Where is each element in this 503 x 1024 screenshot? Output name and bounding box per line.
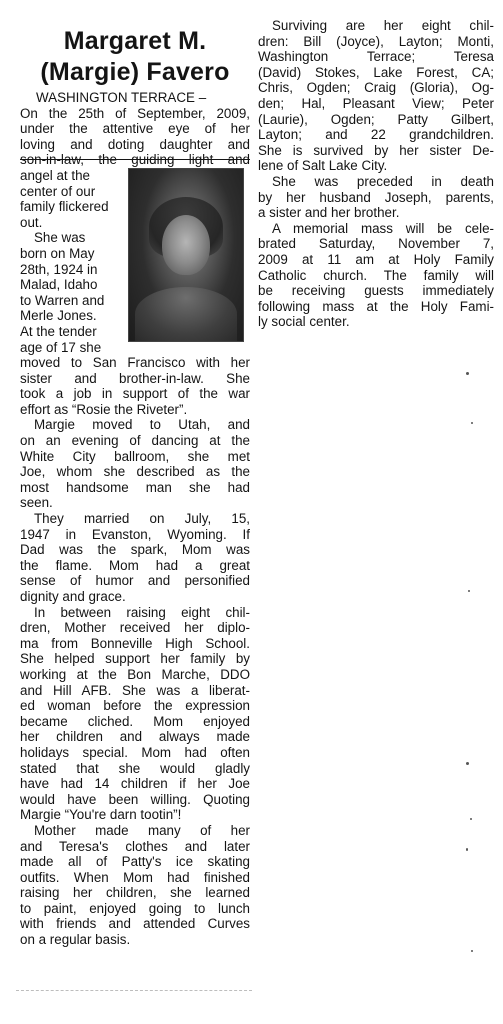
text-line: brated Saturday, November 7, — [258, 236, 494, 252]
text-line: the flame. Mom had a great — [20, 557, 250, 573]
text-line: effort as “Rosie the Riveter”. — [20, 401, 188, 417]
headline-line-1: Margaret M. — [63, 27, 207, 55]
text-line: outfits. When Mom had finished — [20, 869, 250, 885]
text-line: and Hill AFB. She was a liberat- — [20, 682, 250, 698]
text-line: ma from Bonneville High School. — [20, 635, 250, 651]
text-line: made all of Patty's ice skating — [20, 854, 250, 870]
right-column — [258, 18, 494, 330]
print-speck — [466, 372, 469, 375]
text-line: 28th, 1924 in — [20, 261, 98, 277]
text-line: following mass at the Holy Fami- — [258, 298, 494, 314]
text-line: ed woman before the expression — [20, 698, 250, 714]
text-line: her children and always made — [20, 729, 250, 745]
text-line: On the 25th of September, 2009, — [20, 105, 250, 121]
text-line: sense of humor and personified — [20, 573, 250, 589]
text-line: dren: Bill (Joyce), Layton; Monti, — [258, 33, 494, 49]
text-line: Merle Jones. — [20, 308, 97, 324]
text-line: She is survived by her sister De- — [258, 142, 494, 158]
text-line: age of 17 she — [20, 339, 102, 355]
text-line: would have been willing. Quoting — [20, 791, 250, 807]
text-line: Mother made many of her — [34, 822, 250, 838]
text-line: son-in-law, the guiding light and — [20, 152, 250, 168]
intro-paragraph — [20, 106, 250, 168]
text-line: At the tender — [20, 323, 97, 339]
clipping-edge — [16, 990, 252, 992]
text-line: by her husband Joseph, parents, — [258, 189, 494, 205]
text-line: Layton; and 22 grandchildren. — [258, 127, 494, 143]
text-line: She was — [34, 230, 86, 246]
print-speck — [468, 590, 470, 592]
text-line: Chris, Ogden; Craig (Gloria), Og- — [258, 80, 494, 96]
text-line: angel at the — [20, 167, 90, 183]
text-line: White City ballroom, she met — [20, 448, 250, 464]
portrait-photo — [128, 168, 244, 342]
text-line: on an evening of dancing at the — [20, 433, 250, 449]
text-line: dren, Mother received her diplo- — [20, 620, 250, 636]
left-column — [20, 26, 250, 948]
text-line: on a regular basis. — [20, 932, 131, 948]
text-line: to paint, enjoyed going to lunch — [20, 900, 250, 916]
text-line: took a job in support of the war — [20, 386, 250, 402]
text-line: 1947 in Evanston, Wyoming. If — [20, 526, 250, 542]
text-line: to Warren and — [20, 292, 105, 308]
text-line: Surviving are her eight chil- — [272, 18, 494, 33]
text-line: with friends and attended Curves — [20, 916, 250, 932]
text-line: She was preceded in death — [272, 173, 494, 189]
photo-face — [162, 215, 210, 275]
text-line: seen. — [20, 495, 53, 511]
photo-shoulders — [135, 287, 237, 341]
text-line: den; Hal, Pleasant View; Peter — [258, 95, 494, 111]
body-paragraphs — [20, 355, 250, 948]
text-line: born on May — [20, 245, 95, 261]
text-line: ly social center. — [258, 314, 350, 330]
text-line: Margie moved to Utah, and — [34, 417, 250, 433]
text-line: She helped support her family by — [20, 651, 250, 667]
photo-wrap-area — [20, 168, 250, 355]
text-line: and Teresa's clothes and later — [20, 838, 250, 854]
print-speck — [471, 950, 473, 952]
text-line: a sister and her brother. — [258, 205, 400, 221]
dateline: WASHINGTON TERRACE – — [36, 90, 207, 105]
text-line: under the attentive eye of her — [20, 121, 250, 137]
text-line: moved to San Francisco with her — [20, 355, 250, 371]
text-line: In between raising eight chil- — [34, 604, 250, 620]
text-line: Margie “You're darn tootin”! — [20, 807, 182, 823]
text-line: lene of Salt Lake City. — [258, 158, 388, 174]
text-line: Dad was the spark, Mom was — [20, 542, 250, 558]
text-line: became cliched. Mom enjoyed — [20, 713, 250, 729]
text-line: (David) Stokes, Lake Forest, CA; — [258, 64, 494, 80]
right-paragraphs — [258, 18, 494, 330]
text-line: family flickered — [20, 199, 109, 215]
text-line: Catholic church. The family will — [258, 267, 494, 283]
headline — [20, 26, 250, 88]
text-line: (Laurie), Ogden; Patty Gilbert, — [258, 111, 494, 127]
print-speck — [466, 762, 469, 765]
print-speck — [471, 422, 473, 424]
text-line: stated that she would gladly — [20, 760, 250, 776]
headline-line-2: (Margie) Favero — [40, 58, 230, 86]
text-line: holidays special. Mom had often — [20, 744, 250, 760]
text-line: sister and brother-in-law. She — [20, 370, 250, 386]
text-line: most handsome man she had — [20, 479, 250, 495]
text-line: dignity and grace. — [20, 589, 126, 604]
text-line: have had 14 children if her Joe — [20, 776, 250, 792]
text-line: be receiving guests immediately — [258, 283, 494, 299]
text-line: working at the Bon Marche, DDO — [20, 666, 250, 682]
print-speck — [470, 818, 472, 820]
text-line: center of our — [20, 183, 96, 199]
text-line: Malad, Idaho — [20, 277, 98, 293]
text-line: They married on July, 15, — [34, 511, 250, 527]
text-line: A memorial mass will be cele- — [272, 220, 494, 236]
text-line: Joe, whom she described as the — [20, 464, 250, 480]
text-line: 2009 at 11 am at Holy Family — [258, 251, 494, 267]
text-line: Washington Terrace; Teresa — [258, 49, 494, 65]
text-line: out. — [20, 214, 43, 230]
text-line: loving and doting daughter and — [20, 136, 250, 152]
print-speck — [466, 848, 468, 851]
text-line: raising her children, she learned — [20, 885, 250, 901]
